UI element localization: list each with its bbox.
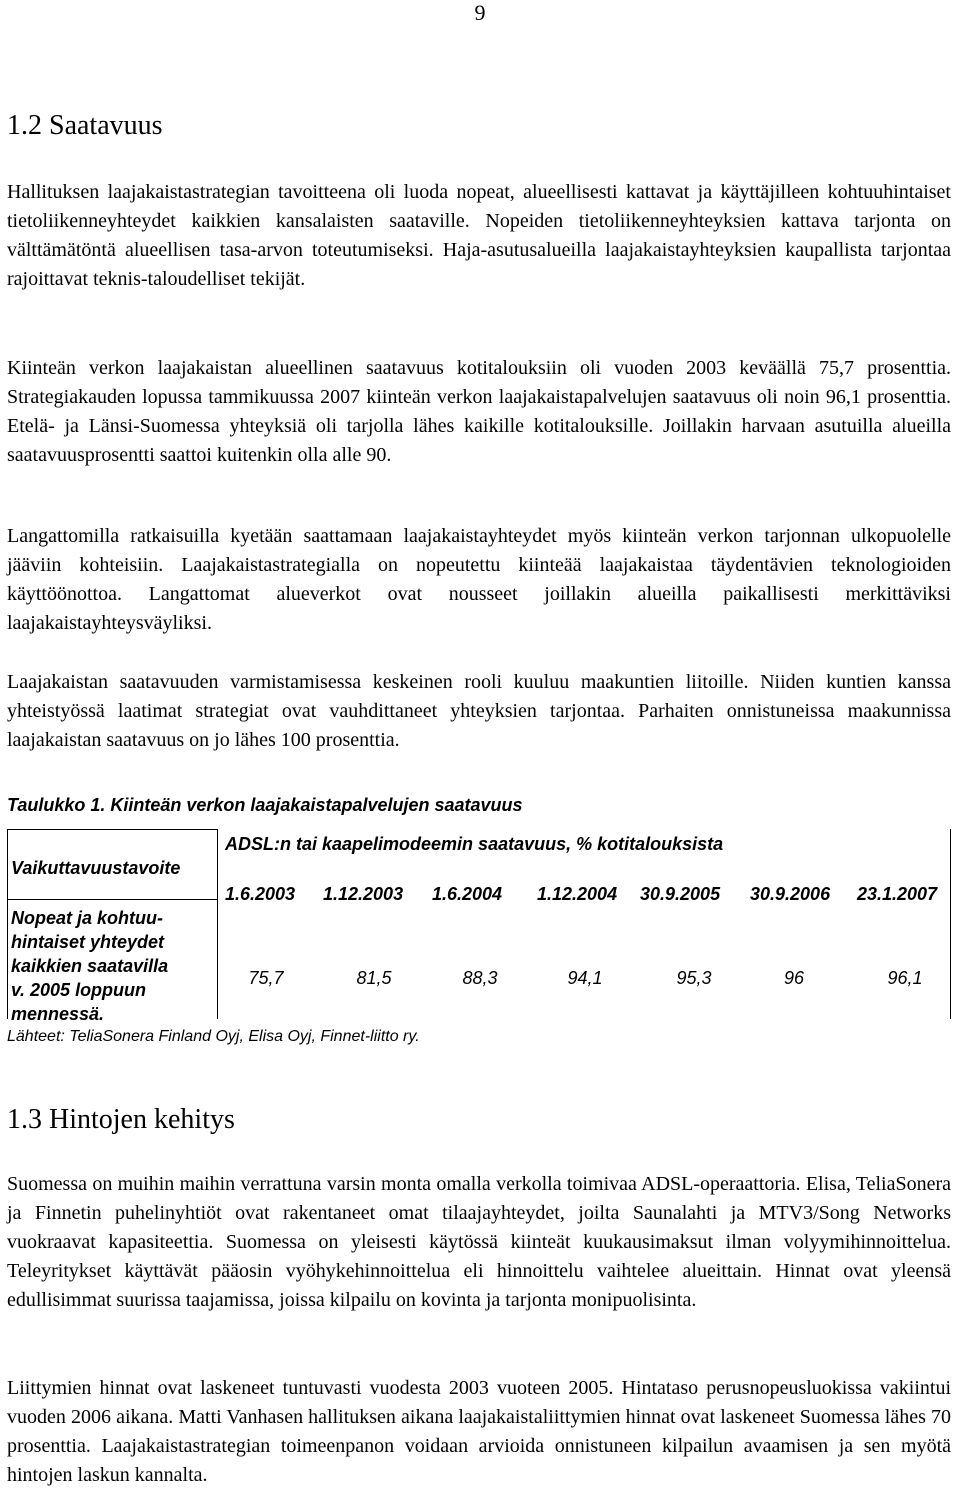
column-header-date: 23.1.2007 <box>857 884 938 904</box>
column-header-date: 1.12.2003 <box>323 884 404 904</box>
row-label-line: hintaiset yhteydet <box>11 932 165 952</box>
table-cell-value: 96 <box>783 968 805 988</box>
table-cell-value: 88,3 <box>462 968 498 988</box>
availability-table <box>7 829 951 1024</box>
paragraph: Suomessa on muihin maihin verrattuna varsin monta omalla verkolla toimivaa ADSL-operaattoria. Elisa, TeliaSonera ja Finnetin puhelinyhtiöt ovat rakentaneet omat tilaajayhteydet, joilta Saunalahti ja MTV3/Song Networks vuokraavat kapasiteettia. Suomessa on yleisesti käytössä kiinteät kuukausimaksut ilman volyymihinnoittelua. Teleyritykset käyttävät pääosin vyöhykehinnoittelua eli hinnoittelu vaihtelee alueittain. Hinnat ovat yleensä edullisimmat suurissa taajamissa, joissa kilpailu on kovinta ja tarjonta monipuolisinta. <box>7 1173 951 1311</box>
table-cell-value: 81,5 <box>356 968 392 988</box>
column-header-date: 30.9.2006 <box>750 884 831 904</box>
row-label-line: v. 2005 loppuun <box>11 980 147 1000</box>
paragraph: Liittymien hinnat ovat laskeneet tuntuvasti vuodesta 2003 vuoteen 2005. Hintataso perusnopeusluokissa vakiintui vuoden 2006 aikana. Matti Vanhasen hallituksen aikana laajakaistaliittymien hinnat ovat laskeneet Suomessa lähes 70 prosenttia. Laajakaistastrategian toimeenpanon voidaan arvioida onnistuneen kilpailun avaamisen ja sen myötä hintojen laskun kannalta. <box>7 1377 951 1486</box>
paragraph: Langattomilla ratkaisuilla kyetään saattamaan laajakaistayhteydet myös kiinteän verkon tarjonnan ulkopuolelle jääviin kohteisiin. Laajakaistastrategialla on nopeutettu kiinteää laajakaistaa täydentävien teknologioiden käyttöönottoa. Langattomat alueverkot ovat nousseet joillakin alueilla paikallisesti merkittäviksi laajakaistayhteysväyliksi. <box>7 525 951 634</box>
page-number: 9 <box>474 0 486 25</box>
paragraph: Kiinteän verkon laajakaistan alueellinen saatavuus kotitalouksiin oli vuoden 2003 keväällä 75,7 prosenttia. Strategiakauden lopussa tammikuussa 2007 kiinteän verkon laajakaistapalvelujen saatavuus oli noin 96,1 prosenttia. Etelä- ja Länsi-Suomessa yhteyksiä oli tarjolla lähes kaikille kotitalouksille. Joillakin harvaan asutuilla alueilla saatavuusprosentti saattoi kuitenkin olla alle 90. <box>7 357 951 466</box>
table-cell-value: 95,3 <box>676 968 712 988</box>
column-header-date: 1.6.2004 <box>432 884 503 904</box>
table-group-header: ADSL:n tai kaapelimodeemin saatavuus, % kotitalouksista <box>225 834 724 854</box>
row-label-line: Nopeat ja kohtuu- <box>11 908 163 928</box>
column-header-date: 1.6.2003 <box>225 884 296 904</box>
table-cell-value: 96,1 <box>887 968 923 988</box>
table-cell-value: 94,1 <box>567 968 603 988</box>
row-label-line: mennessä. <box>11 1004 105 1024</box>
column-header-date: 30.9.2005 <box>640 884 721 904</box>
section-heading-saatavuus: 1.2 Saatavuus <box>7 110 163 141</box>
table-border <box>7 829 8 1019</box>
section-heading-hintojen-kehitys: 1.3 Hintojen kehitys <box>7 1104 235 1135</box>
table-divider <box>7 899 218 900</box>
table-border <box>950 829 951 1019</box>
table-source: Lähteet: TeliaSonera Finland Oyj, Elisa Oyj, Finnet-liitto ry. <box>7 1028 420 1045</box>
paragraph: Laajakaistan saatavuuden varmistamisessa keskeinen rooli kuuluu maakuntien liitoille. Niiden kuntien kanssa yhteistyössä laatimat strategiat ovat vauhdittaneet yhteyksien tarjontaa. Parhaiten onnistuneissa maakunnissa laajakaistan saatavuus on jo lähes 100 prosenttia. <box>7 671 951 751</box>
column-header-date: 1.12.2004 <box>537 884 618 904</box>
table-caption: Taulukko 1. Kiinteän verkon laajakaistapalvelujen saatavuus <box>7 795 523 815</box>
table-header-label: Vaikuttavuustavoite <box>11 858 181 878</box>
row-label-line: kaikkien saatavilla <box>11 956 169 976</box>
table-cell-value: 75,7 <box>248 968 284 988</box>
paragraph: Hallituksen laajakaistastrategian tavoitteena oli luoda nopeat, alueellisesti kattavat ja käyttäjilleen kohtuuhintaiset tietoliikenneyhteydet kaikkien kansalaisten saataville. Nopeiden tietoliikenneyhteyksien kattava tarjonta on välttämätöntä alueellisen tasa-arvon toteutumiseksi. Haja-asutusalueilla laajakaistayhteyksien kaupallista tarjontaa rajoittavat teknis-taloudelliset tekijät. <box>7 181 951 290</box>
table-border <box>7 829 218 830</box>
table-divider <box>217 829 218 1019</box>
